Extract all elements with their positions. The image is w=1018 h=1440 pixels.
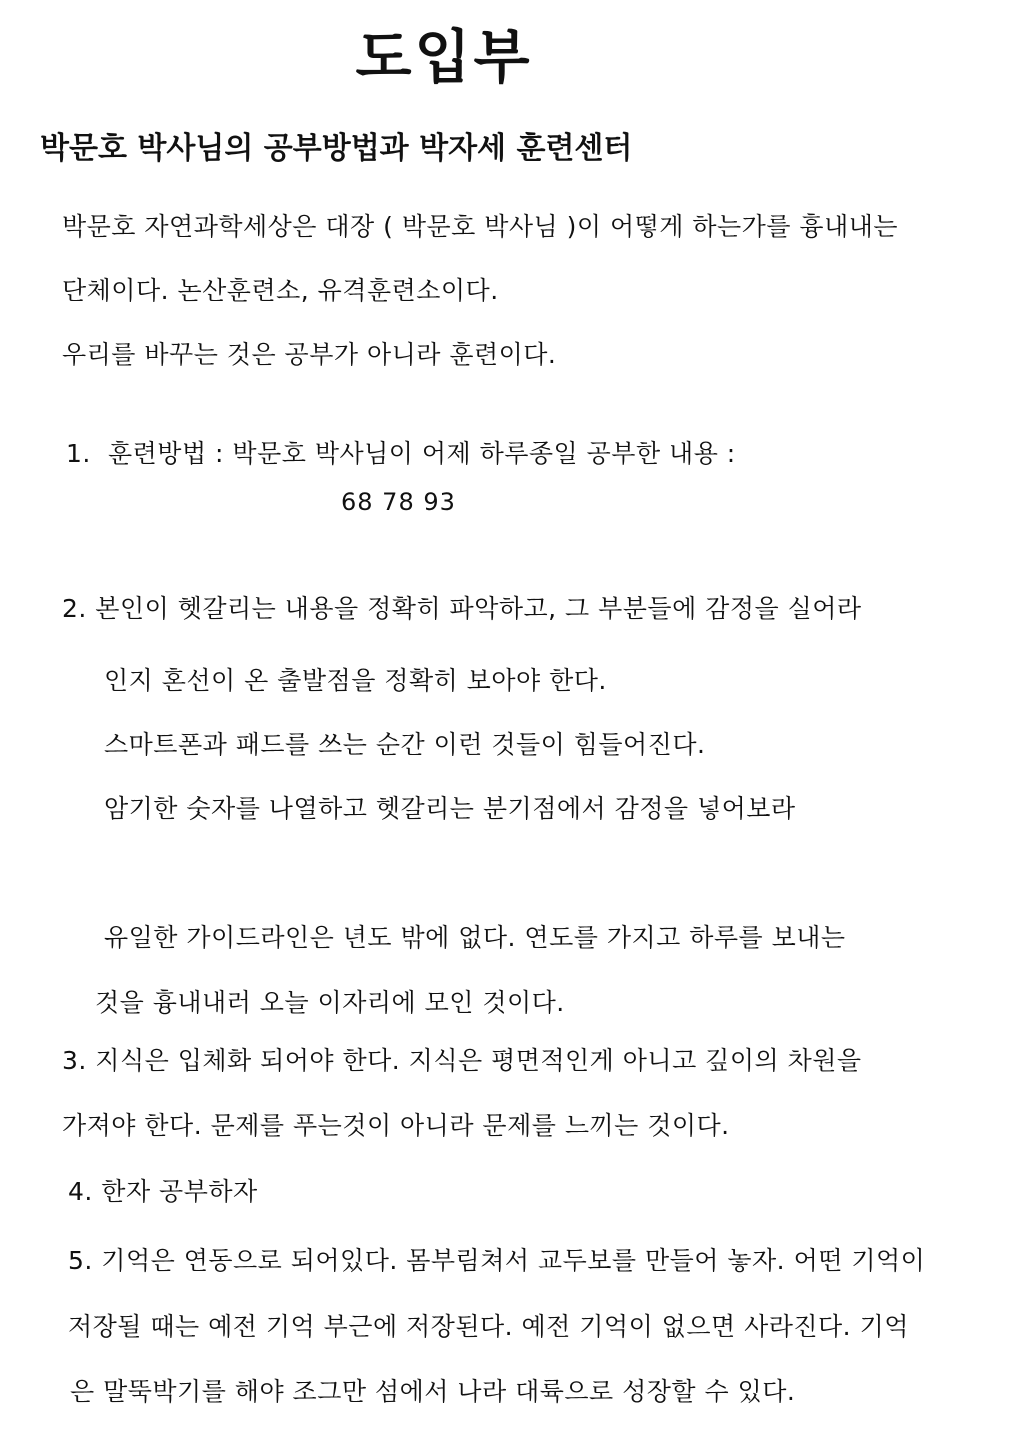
guideline-line-2: 것을 흉내내러 오늘 이자리에 모인 것이다. — [95, 988, 565, 1017]
item5-line-2: 저장될 때는 예전 기억 부근에 저장된다. 예전 기억이 없으면 사라진다. 기억 — [68, 1312, 909, 1341]
intro-line-3: 우리를 바꾸는 것은 공부가 아니라 훈련이다. — [62, 340, 557, 369]
item1-text: 훈련방법 : 박문호 박사님이 어제 하루종일 공부한 내용 : — [108, 439, 736, 468]
item3-line-2: 가져야 한다. 문제를 푸는것이 아니라 문제를 느끼는 것이다. — [62, 1111, 730, 1140]
item5-line-1: 5. 기억은 연동으로 되어있다. 몸부림쳐서 교두보를 만들어 놓자. 어떤 기억이 — [68, 1246, 926, 1275]
item1-number: 1. — [66, 439, 91, 468]
item2-line-2: 스마트폰과 패드를 쓰는 순간 이런 것들이 힘들어진다. — [104, 730, 706, 759]
intro-line-1: 박문호 자연과학세상은 대장 ( 박문호 박사님 )이 어떻게 하는가를 흉내내는 — [62, 212, 899, 241]
item5-line-3: 은 말뚝박기를 해야 조그만 섬에서 나라 대륙으로 성장할 수 있다. — [70, 1377, 796, 1406]
item1-numbers: 68 78 93 — [341, 488, 456, 516]
item2-line-3: 암기한 숫자를 나열하고 헷갈리는 분기점에서 감정을 넣어보라 — [104, 794, 796, 823]
item2-heading: 2. 본인이 헷갈리는 내용을 정확히 파악하고, 그 부분들에 감정을 실어라 — [62, 594, 862, 623]
item3-line-1: 3. 지식은 입체화 되어야 한다. 지식은 평면적인게 아니고 깊이의 차원을 — [62, 1046, 862, 1075]
guideline-line-1: 유일한 가이드라인은 년도 밖에 없다. 연도를 가지고 하루를 보내는 — [104, 923, 846, 952]
item4-line: 4. 한자 공부하자 — [68, 1177, 258, 1206]
item2-line-1: 인지 혼선이 온 출발점을 정확히 보아야 한다. — [104, 666, 607, 695]
document-subtitle: 박문호 박사님의 공부방법과 박자세 훈련센터 — [40, 131, 633, 166]
intro-line-2: 단체이다. 논산훈련소, 유격훈련소이다. — [62, 276, 499, 305]
document-title: 도입부 — [355, 23, 533, 91]
